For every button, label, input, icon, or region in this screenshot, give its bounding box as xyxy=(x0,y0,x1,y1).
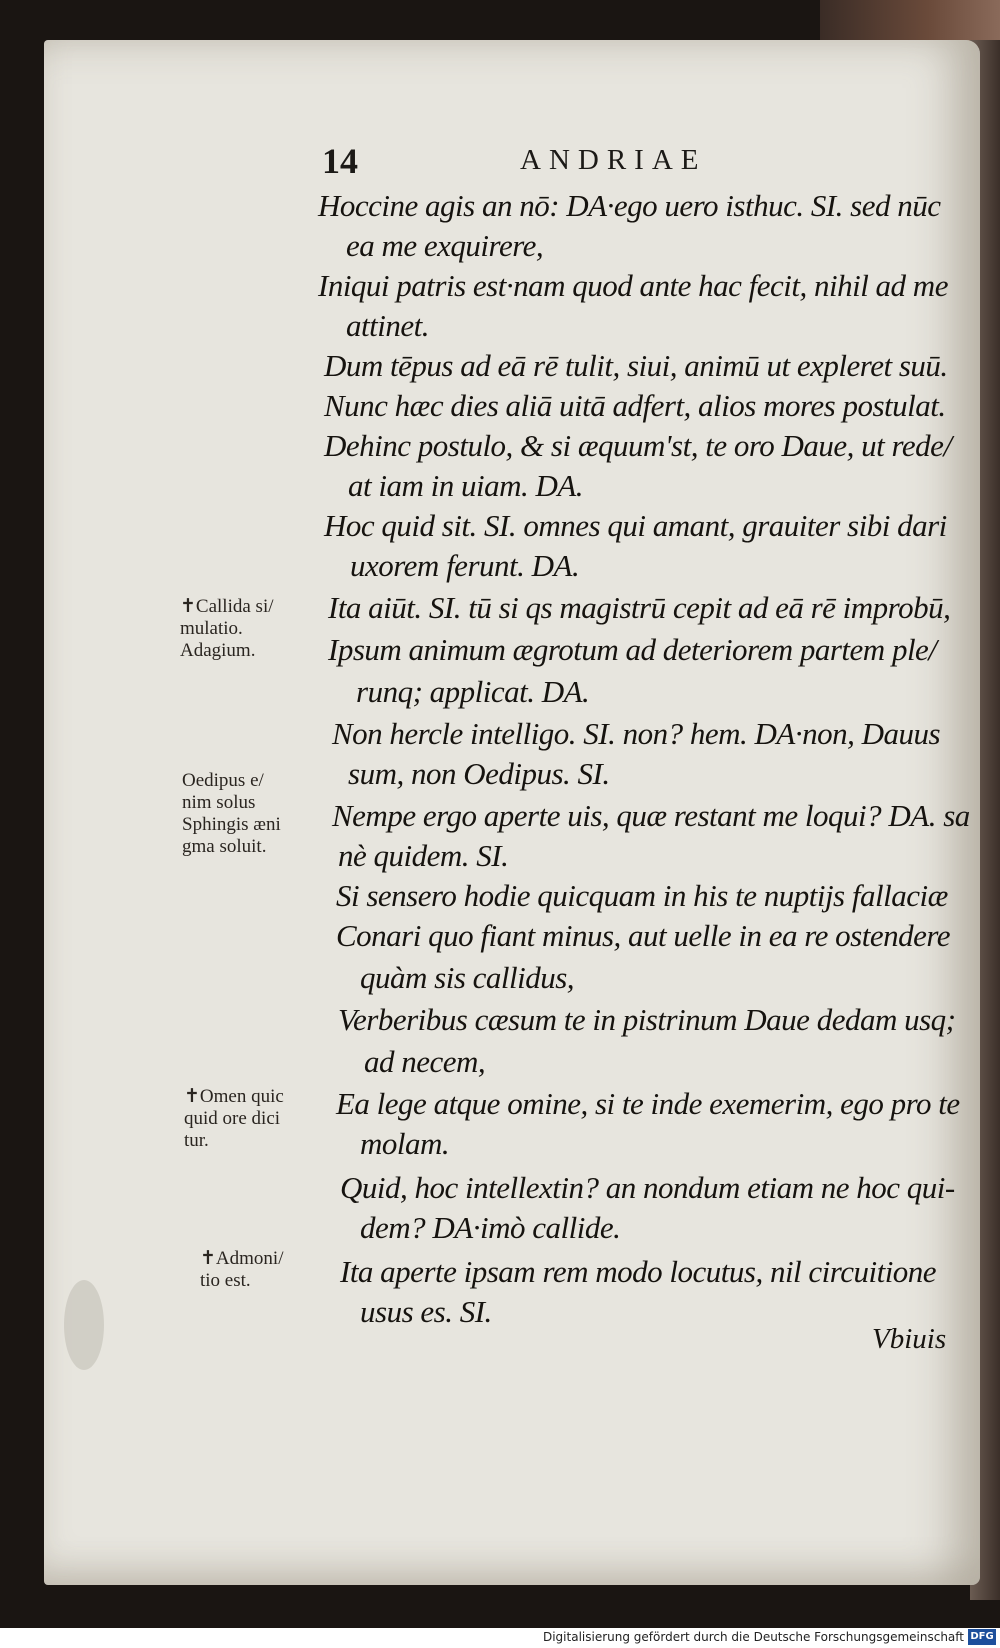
dfg-logo: DFG xyxy=(968,1629,996,1645)
text-line: Ea lege atque omine, si te inde exemerim, ego pro te xyxy=(336,1086,960,1121)
margin-note: ✝Admoni/ tio est. xyxy=(200,1248,284,1291)
text-line: Conari quo fiant minus, aut uelle in ea re ostendere xyxy=(336,918,951,953)
margin-note: ✝Callida si/ mulatio. Adagium. xyxy=(180,596,274,661)
text-line: Hoc quid sit. SI. omnes qui amant, grauiter sibi dari xyxy=(324,508,947,543)
text-line: Hoccine agis an nō: DA·ego uero isthuc. SI. sed nūc xyxy=(318,188,941,223)
footer-text: Digitalisierung gefördert durch die Deutsche Forschungsgemeinschaft xyxy=(542,1630,964,1644)
text-line: sum, non Oedipus. SI. xyxy=(348,756,610,791)
book-edge-top xyxy=(820,0,1000,44)
text-line: Ita aiūt. SI. tū si qs magistrū cepit ad eā rē improbū, xyxy=(328,590,951,625)
text-line: Dehinc postulo, & si æquum'st, te oro Daue, ut rede/ xyxy=(324,428,952,463)
running-title: ANDRIAE xyxy=(520,144,707,176)
text-line: ad necem, xyxy=(364,1044,486,1079)
text-line: Ipsum animum ægrotum ad deteriorem partem ple/ xyxy=(328,632,937,667)
text-line: Ita aperte ipsam rem modo locutus, nil circuitione xyxy=(340,1254,937,1289)
text-line: molam. xyxy=(360,1126,450,1161)
page-header xyxy=(0,140,1000,180)
text-line: ea me exquirere, xyxy=(346,228,544,263)
catchword: Vbiuis xyxy=(872,1323,947,1355)
text-line: Verberibus cæsum te in pistrinum Daue dedam usq; xyxy=(338,1002,956,1037)
text-line: Quid, hoc intellextin? an nondum etiam ne hoc qui- xyxy=(340,1170,955,1205)
text-line: usus es. SI. xyxy=(360,1294,492,1329)
text-line: dem? DA·imò callide. xyxy=(360,1210,621,1245)
text-line: Dum tēpus ad eā rē tulit, siui, animū ut expleret suū. xyxy=(324,348,948,383)
text-line: Nunc hæc dies aliā uitā adfert, alios mores postulat. xyxy=(324,388,946,423)
text-line: quàm sis callidus, xyxy=(360,960,575,995)
page-number: 14 xyxy=(322,141,358,181)
text-line: Non hercle intelligo. SI. non? hem. DA·non, Dauus xyxy=(332,716,941,751)
text-line: Si sensero hodie quicquam in his te nuptijs fallaciæ xyxy=(336,878,948,913)
text-line: runq; applicat. DA. xyxy=(356,674,590,709)
text-line: Iniqui patris est·nam quod ante hac fecit, nihil ad me xyxy=(318,268,948,303)
text-line: uxorem ferunt. DA. xyxy=(350,548,580,583)
digitization-footer xyxy=(0,1628,1000,1648)
text-line: attinet. xyxy=(346,308,429,343)
text-line: at iam in uiam. DA. xyxy=(348,468,584,503)
text-line: Nempe ergo aperte uis, quæ restant me loqui? DA. sa xyxy=(332,798,970,833)
margin-note: ✝Omen quic quid ore dici tur. xyxy=(184,1086,284,1151)
margin-note: Oedipus e/ nim solus Sphingis æni gma soluit. xyxy=(182,770,281,857)
text-line: nè quidem. SI. xyxy=(338,838,509,873)
stain xyxy=(64,1280,104,1370)
